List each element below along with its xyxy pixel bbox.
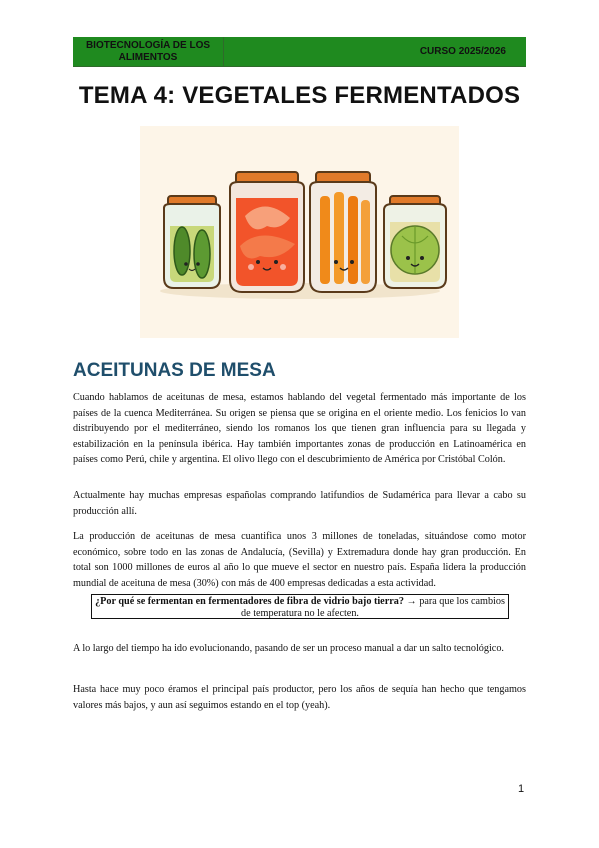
header-course: CURSO 2025/2026 — [223, 37, 526, 66]
paragraph-drought: Hasta hace muy poco éramos el principal país productor, pero los años de sequía han hecho que tengamos valores más bajos, y aun así seguimos estando en el top (yeah). — [73, 684, 526, 711]
section-title: ACEITUNAS DE MESA — [73, 360, 276, 381]
document-header — [73, 37, 526, 67]
question-text: ¿Por qué se fermentan en fermentadores de fibra de vidrio bajo tierra? — [95, 596, 404, 607]
paragraph-companies: Actualmente hay muchas empresas españolas comprando latifundios de Sudamérica para llevar a cabo su producción allí. — [73, 490, 526, 517]
jars-icon — [140, 126, 459, 338]
header-subject: BIOTECNOLOGÍA DE LOS ALIMENTOS — [73, 37, 223, 66]
paragraph-history: Cuando hablamos de aceitunas de mesa, estamos hablando del vegetal fermentado más importante de los países de la cuenca Mediterránea. Su origen se piensa que se origina en el oriente medio. Los fenicios lo van distribuyendo por el mediterráneo, siendo los romanos los que tienen gran influencia para su llegada y estabilización en la península ibérica. Hay también importantes zonas de producción en Latinoamérica en países como Perú, chile y argentina. El olivo llego con el descubrimiento de América por Cristóbal Colón. — [73, 392, 526, 466]
fermented-jars-illustration — [140, 126, 459, 338]
answer-text: → para que los cambios de temperatura no le afecten. — [241, 596, 505, 619]
question-box — [91, 594, 509, 619]
page-title: TEMA 4: VEGETALES FERMENTADOS — [78, 82, 521, 109]
paragraph-evolution: A lo largo del tiempo ha ido evolucionando, pasando de ser un proceso manual a dar un salto tecnológico. — [73, 643, 504, 654]
paragraph-production: La producción de aceitunas de mesa cuantifica unos 3 millones de toneladas, situándose como motor económico, sobre todo en las zonas de Andalucía, (Sevilla) y Extremadura donde hay gran producción. En total son 1000 millones de euros al año lo que mueve el sector en nuestro país. España lidera la producción mundial de aceituna de mesa (30%) con más de 400 empresas dedicadas a esta actividad. — [73, 531, 526, 589]
page-number: 1 — [518, 783, 525, 795]
